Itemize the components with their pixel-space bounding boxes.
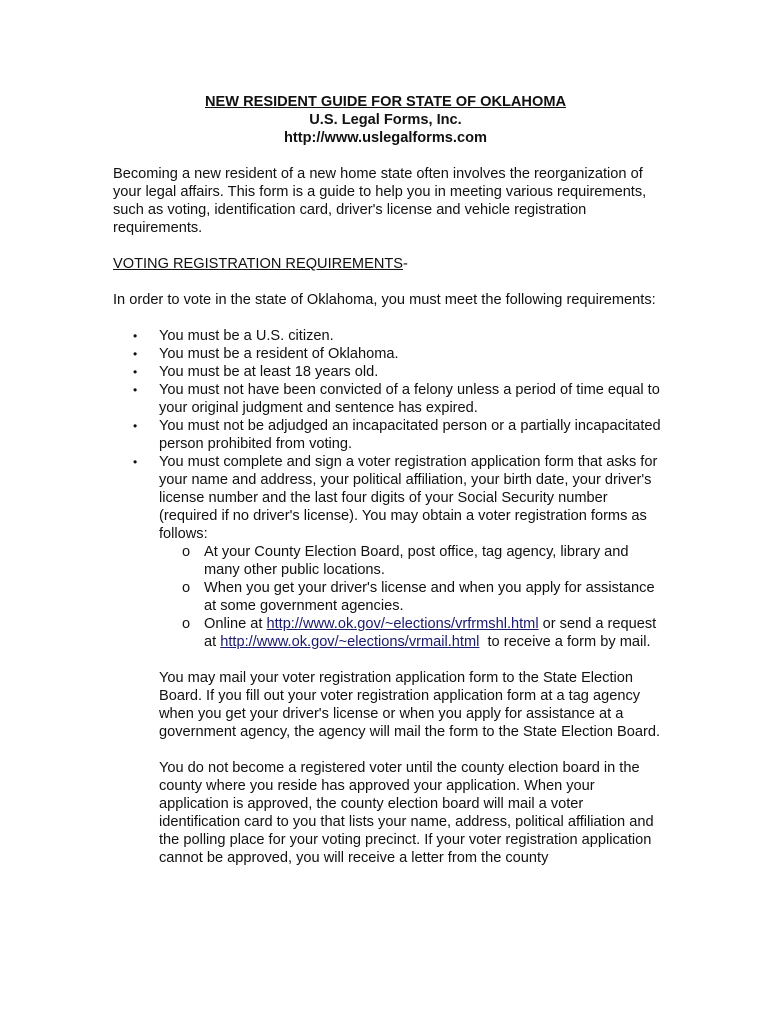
online-form-link[interactable]: http://www.ok.gov/~elections/vrfrmshl.html [266, 616, 539, 632]
company-website: http://www.uslegalforms.com [284, 130, 487, 146]
sub-list-item: o When you get your driver's license and when you apply for assistance at some government agencies. [182, 580, 655, 614]
list-item: • You must be a U.S. citizen. [133, 328, 334, 344]
bullet-icon: • [133, 347, 138, 361]
mail-application-paragraph: You may mail your voter registration application form to the State Election Board. If you fill out your voter registration application form at a tag agency when you get your driver's license or when you apply for assistance at a government agency, the agency will mail the form to the State Election Board. [159, 670, 661, 740]
voting-lead-paragraph: In order to vote in the state of Oklahoma, you must meet the following requirements: [113, 292, 656, 308]
list-item: • You must be at least 18 years old. [133, 364, 379, 380]
title-block [113, 93, 658, 147]
list-item: • You must not be adjudged an incapacitated person or a partially incapacitated person prohibited from voting. [133, 418, 661, 452]
approval-paragraph: You do not become a registered voter until the county election board in the county where you reside has approved your application. When your application is approved, the county election board will mail a voter identification card to you that lists your name, address, political affiliation and the polling place for your voting precinct. If your voter registration application cannot be approved, you will receive a letter from the county [159, 760, 654, 866]
document-title: NEW RESIDENT GUIDE FOR STATE OF OKLAHOMA [204, 94, 567, 110]
mail-request-link[interactable]: http://www.ok.gov/~elections/vrmail.html [220, 634, 480, 650]
list-item: • You must complete and sign a voter registration application form that asks for your name and address, your political affiliation, your birth date, your driver's license number and the last four digits of your Social Security number (required if no driver's license). You may obtain a voter registration forms as follows: o At your County Election Board, post office, tag agency, library and many other public locations. o When you get your driver's license and when you apply for assistance at some government agencies. o Online at http://www.ok.gov/~elections/vrfrmshl.html or send a request at http://www.ok.gov/~elections/vrmail.html to receive a form by mail. [113, 453, 663, 651]
bullet-icon: • [133, 455, 138, 469]
circle-bullet-icon: o [182, 544, 191, 560]
circle-bullet-icon: o [182, 580, 191, 596]
bullet-icon: • [133, 365, 138, 379]
circle-bullet-icon: o [182, 616, 191, 632]
intro-paragraph: Becoming a new resident of a new home state often involves the reorganization of your legal affairs. This form is a guide to help you in meeting various requirements, such as voting, identification card, driver's license and vehicle registration requirements. [113, 166, 647, 236]
registration-sources-list [159, 543, 663, 651]
company-name: U.S. Legal Forms, Inc. [309, 112, 462, 128]
sub-list-item: o At your County Election Board, post office, tag agency, library and many other public locations. [182, 544, 629, 578]
sub-list-item: o Online at http://www.ok.gov/~elections/vrfrmshl.html or send a request at http://www.ok.gov/~elections/vrmail.html to receive a form by mail. [182, 616, 657, 650]
list-item: • You must be a resident of Oklahoma. [133, 346, 399, 362]
voting-section-heading: VOTING REGISTRATION REQUIREMENTS- [113, 256, 408, 272]
document-page [113, 93, 663, 867]
bullet-icon: • [133, 383, 138, 397]
list-item: • You must not have been convicted of a felony unless a period of time equal to your original judgment and sentence has expired. [133, 382, 660, 416]
bullet-icon: • [133, 329, 138, 343]
bullet-icon: • [133, 419, 138, 433]
requirements-list [113, 327, 663, 651]
